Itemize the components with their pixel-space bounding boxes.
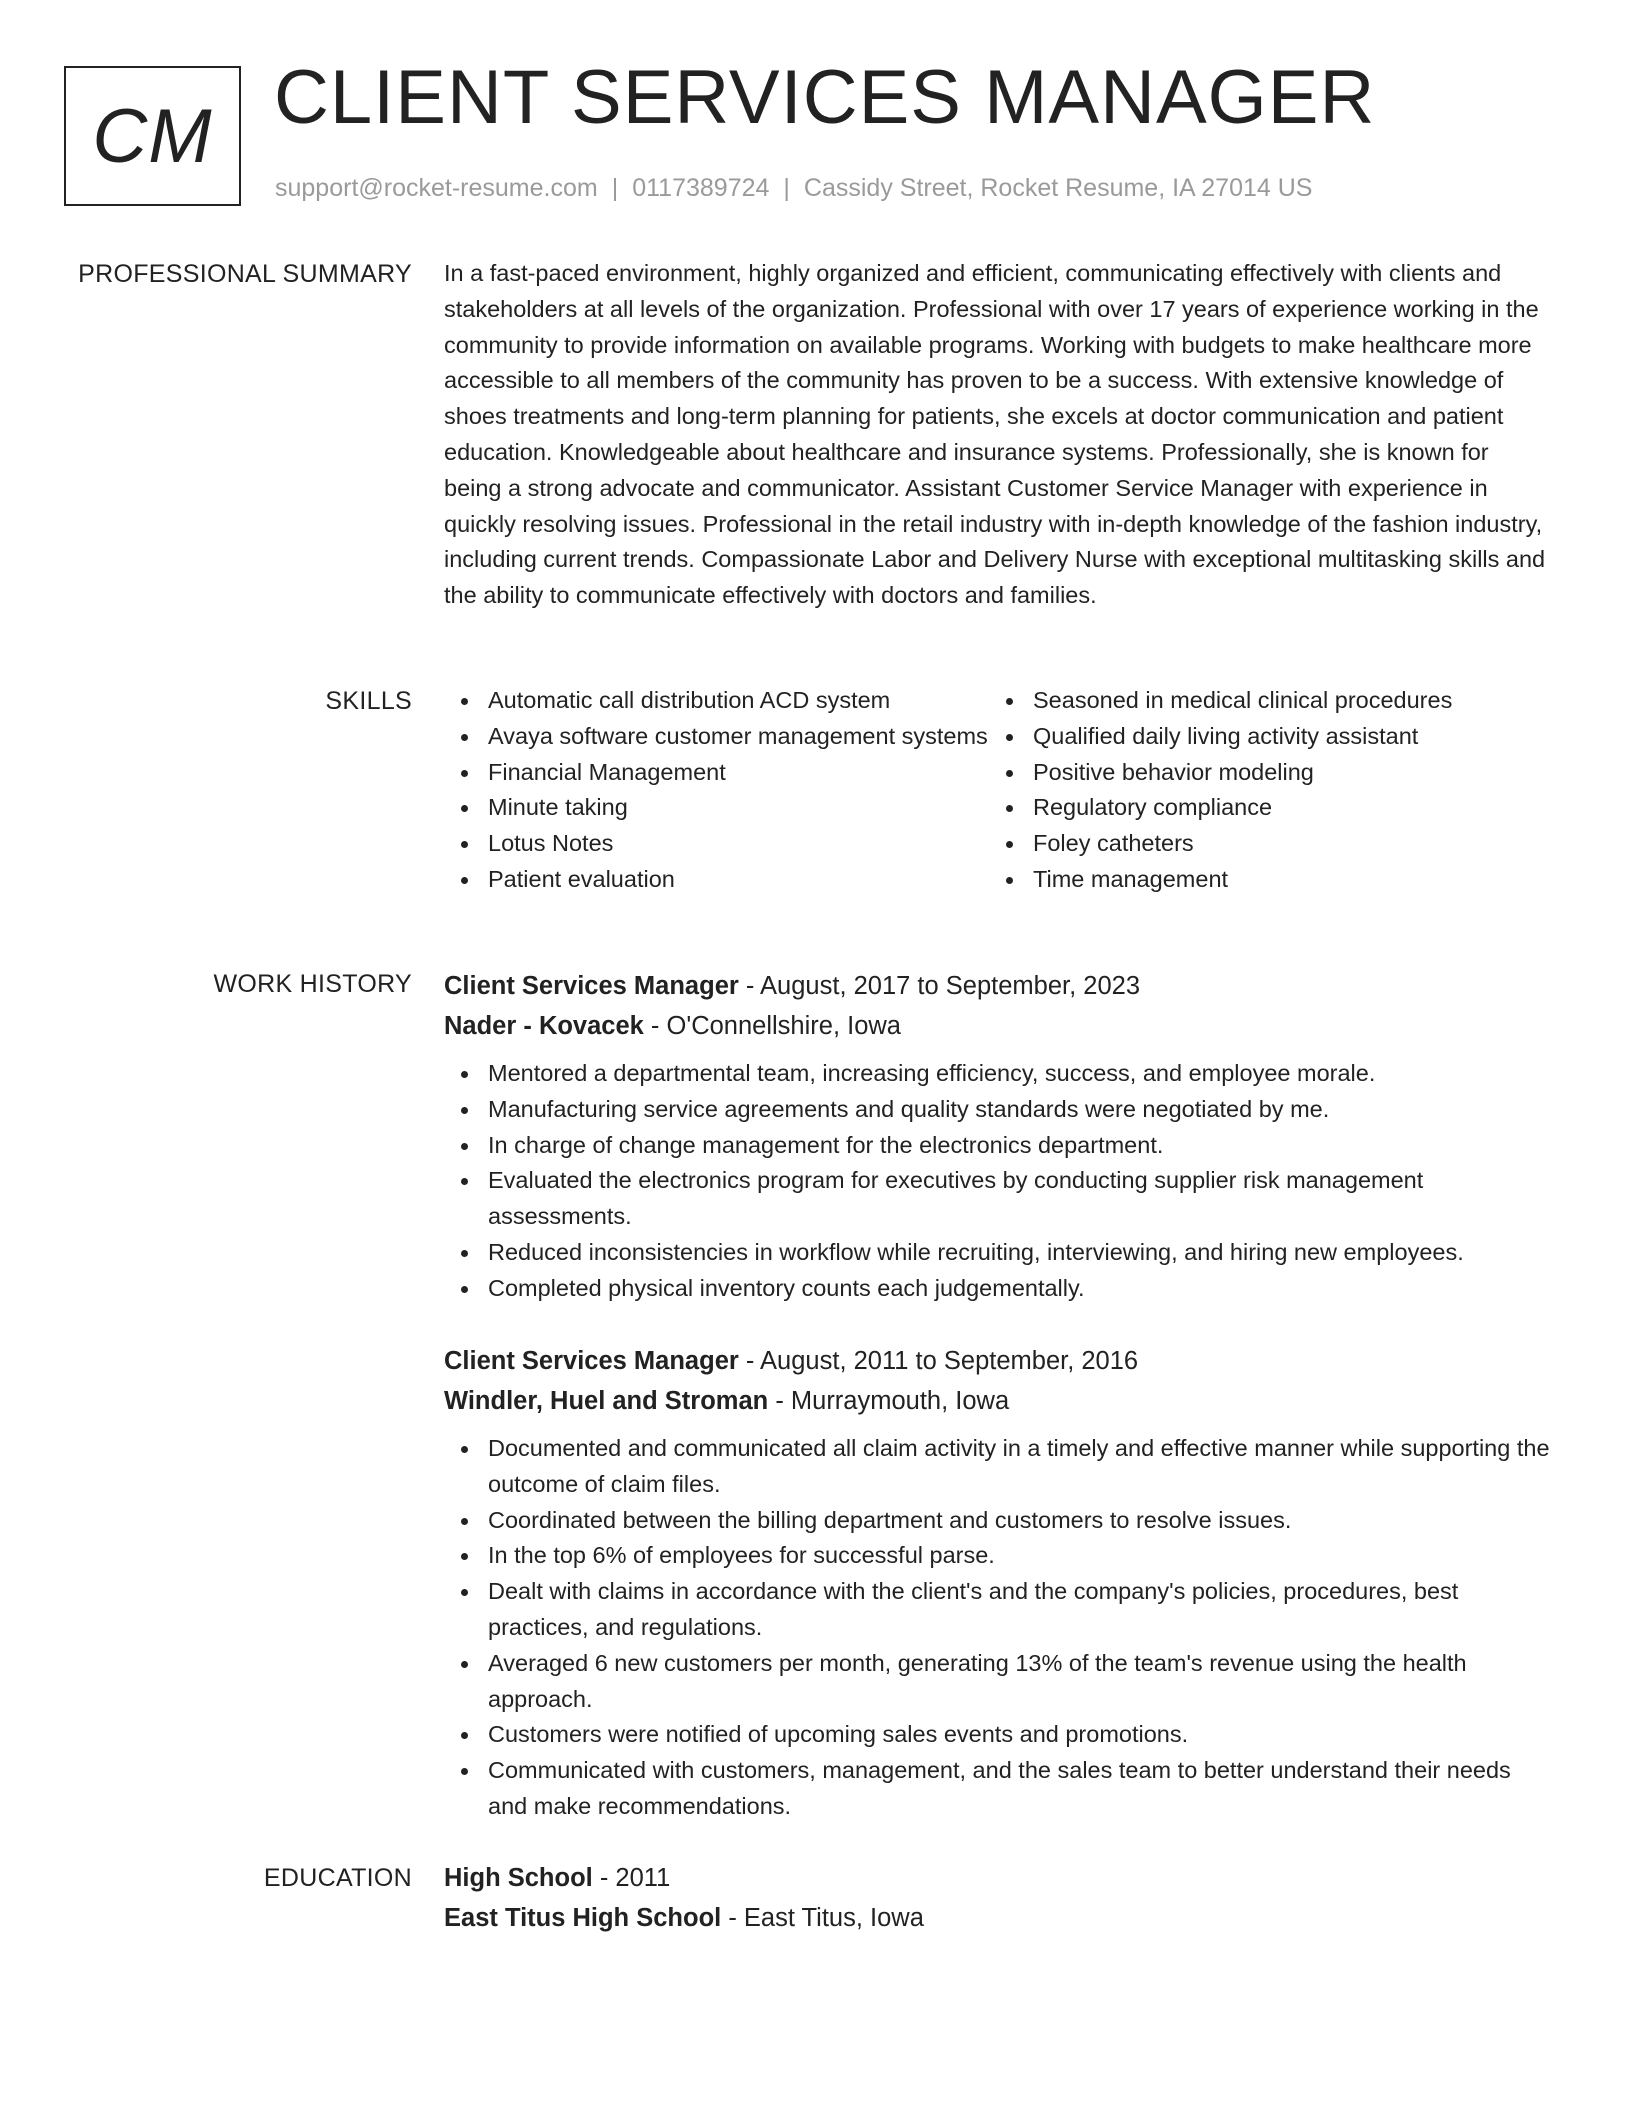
skill-item: Foley catheters	[989, 826, 1534, 862]
education-school-line	[444, 1898, 1552, 1938]
section-heading-skills: SKILLS	[325, 687, 412, 715]
job-location: - Murraymouth, Iowa	[768, 1387, 1010, 1415]
job-duty: Communicated with customers, management, and the sales team to better understand their needs and make recommendations.	[444, 1753, 1552, 1825]
job-title-line	[444, 1341, 1552, 1381]
resume-title: CLIENT SERVICES MANAGER	[274, 55, 1376, 140]
job-duty: Customers were notified of upcoming sales events and promotions.	[444, 1717, 1552, 1753]
skill-item: Patient evaluation	[444, 862, 989, 898]
contact-email[interactable]: support@rocket-resume.com	[275, 174, 598, 202]
job-entry	[444, 1341, 1552, 1825]
skills-list-left	[444, 683, 989, 898]
job-duties-list	[444, 1056, 1552, 1307]
job-duty: In charge of change management for the electronics department.	[444, 1128, 1552, 1164]
job-duty: Completed physical inventory counts each judgementally.	[444, 1271, 1552, 1307]
skills-list-right	[989, 683, 1534, 898]
job-title-line	[444, 966, 1552, 1006]
job-location: - O'Connellshire, Iowa	[643, 1012, 901, 1040]
skill-item: Financial Management	[444, 755, 989, 791]
education-degree-line	[444, 1858, 1552, 1898]
job-dates: - August, 2011 to September, 2016	[738, 1347, 1139, 1375]
skill-item: Seasoned in medical clinical procedures	[989, 683, 1534, 719]
summary-text: In a fast-paced environment, highly organized and efficient, communicating effectively with clients and stakeholders at all levels of the organization. Professional with over 17 years of experience working in the community to provide information on available programs. Working with budgets to make healthcare more accessible to all members of the community has proven to be a success. With extensive knowledge of shoes treatments and long-term planning for patients, she excels at doctor communication and patient education. Knowledgeable about healthcare and insurance systems. Professionally, she is known for being a strong advocate and communicator. Assistant Customer Service Manager with experience in quickly resolving issues. Professional in the retail industry with in-depth knowledge of the fashion industry, including current trends. Compassionate Labor and Delivery Nurse with exceptional multitasking skills and the ability to communicate effectively with doctors and families.	[444, 260, 1546, 609]
contact-separator: |	[611, 174, 619, 202]
section-heading-summary: PROFESSIONAL SUMMARY	[78, 260, 412, 288]
job-duty: Coordinated between the billing department and customers to resolve issues.	[444, 1503, 1552, 1539]
education-location: - East Titus, Iowa	[721, 1904, 924, 1932]
section-heading-work-history: WORK HISTORY	[213, 970, 412, 998]
contact-phone[interactable]: 0117389724	[632, 174, 770, 202]
skill-item: Qualified daily living activity assistant	[989, 719, 1534, 755]
job-duty: Evaluated the electronics program for executives by conducting supplier risk management assessments.	[444, 1163, 1552, 1235]
skill-item: Lotus Notes	[444, 826, 989, 862]
skill-item: Time management	[989, 862, 1534, 898]
job-duty: Averaged 6 new customers per month, generating 13% of the team's revenue using the health approach.	[444, 1646, 1552, 1718]
skill-item: Regulatory compliance	[989, 790, 1534, 826]
job-duty: Dealt with claims in accordance with the client's and the company's policies, procedures, best practices, and regulations.	[444, 1574, 1552, 1646]
skill-item: Minute taking	[444, 790, 989, 826]
education-year: - 2011	[592, 1864, 671, 1892]
section-heading-education: EDUCATION	[263, 1864, 412, 1892]
job-company: Nader - Kovacek	[444, 1012, 644, 1040]
job-title: Client Services Manager	[444, 1347, 739, 1375]
contact-separator: |	[783, 174, 790, 202]
contact-address: Cassidy Street, Rocket Resume, IA 27014 US	[803, 174, 1313, 202]
job-title: Client Services Manager	[444, 972, 739, 1000]
job-company-line	[444, 1006, 1552, 1046]
job-company-line	[444, 1381, 1552, 1421]
contact-line	[275, 174, 1312, 203]
monogram-box	[64, 66, 241, 206]
job-company: Windler, Huel and Stroman	[444, 1387, 769, 1415]
job-duty: Reduced inconsistencies in workflow while recruiting, interviewing, and hiring new employees.	[444, 1235, 1552, 1271]
job-duty: Manufacturing service agreements and quality standards were negotiated by me.	[444, 1092, 1552, 1128]
skill-item: Positive behavior modeling	[989, 755, 1534, 791]
job-duties-list	[444, 1431, 1552, 1825]
job-duty: In the top 6% of employees for successful parse.	[444, 1538, 1552, 1574]
education-degree: High School	[444, 1864, 593, 1892]
skill-item: Avaya software customer management systems	[444, 719, 989, 755]
skill-item: Automatic call distribution ACD system	[444, 683, 989, 719]
job-dates: - August, 2017 to September, 2023	[738, 972, 1140, 1000]
job-entry	[444, 966, 1552, 1307]
education-entry	[444, 1858, 1552, 1938]
job-duty: Mentored a departmental team, increasing efficiency, success, and employee morale.	[444, 1056, 1552, 1092]
monogram-initials: CM	[92, 93, 213, 179]
education-school: East Titus High School	[444, 1904, 722, 1932]
job-duty: Documented and communicated all claim activity in a timely and effective manner while supporting the outcome of claim files.	[444, 1431, 1552, 1503]
